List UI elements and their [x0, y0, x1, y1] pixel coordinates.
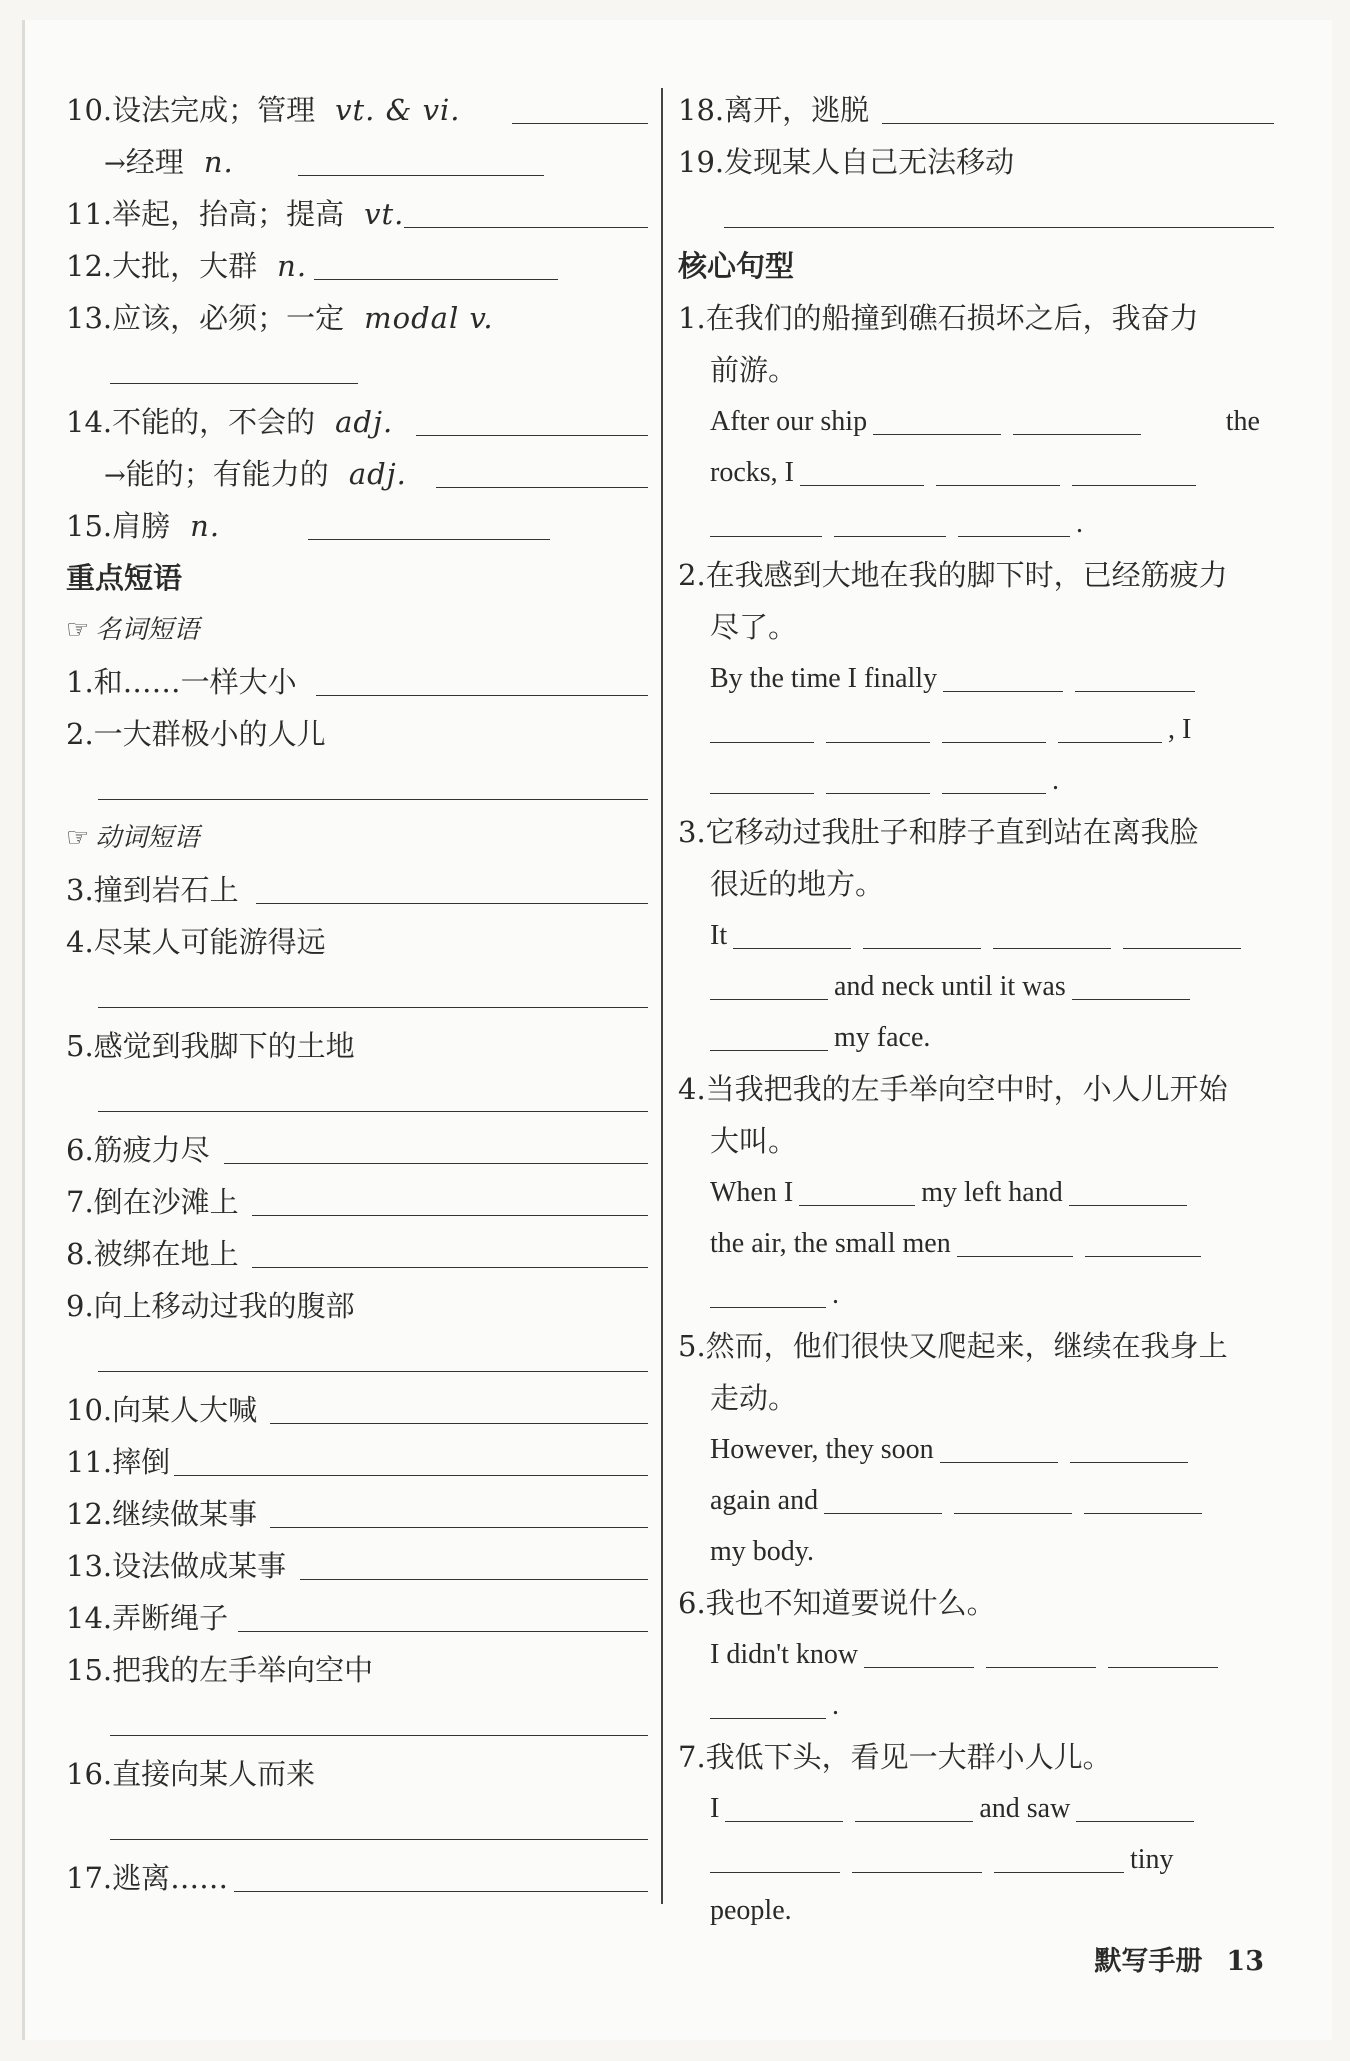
answer-blank[interactable] — [710, 1020, 828, 1051]
phrase-item: 15.把我的左手举向空中 — [66, 1653, 374, 1687]
answer-blank[interactable] — [958, 506, 1070, 537]
answer-blank[interactable] — [710, 506, 822, 537]
vocab-derived: →经理 n. — [66, 136, 648, 188]
sentence-answer: By the time I finally — [678, 653, 1260, 704]
answer-line — [66, 1332, 648, 1384]
answer-blank[interactable] — [957, 1226, 1073, 1257]
answer-blank[interactable] — [942, 763, 1046, 794]
vocab-item: 14.不能的，不会的 adj. — [66, 396, 648, 448]
right-column — [678, 84, 1260, 1936]
answer-blank[interactable] — [986, 1637, 1096, 1668]
answer-blank[interactable] — [224, 1163, 648, 1164]
section-title: 核心句型 — [678, 249, 795, 283]
sentence-item: 7.我低下头，看见一大群小人儿。 — [678, 1740, 1112, 1774]
sentence-item: 6.我也不知道要说什么。 — [678, 1586, 996, 1620]
column-divider — [661, 88, 663, 1904]
answer-blank[interactable] — [863, 918, 981, 949]
phrase-item: 13.设法做成某事 — [66, 1540, 648, 1592]
answer-blank[interactable] — [710, 1277, 826, 1308]
answer-blank[interactable] — [1075, 661, 1195, 692]
phrase-item: 8.被绑在地上 — [66, 1228, 648, 1280]
answer-line — [678, 188, 1260, 240]
answer-blank[interactable] — [404, 227, 648, 228]
answer-blank[interactable] — [1058, 712, 1162, 743]
vocab-item: 12.大批，大群 n. — [66, 240, 648, 292]
vocab-item: 11.举起，抬高；提高 vt. — [66, 188, 648, 240]
answer-blank[interactable] — [234, 1891, 648, 1892]
sentence-item-cont: 尽了。 — [710, 610, 798, 644]
answer-blank[interactable] — [512, 123, 648, 124]
answer-blank[interactable] — [174, 1475, 648, 1476]
sentence-answer: and neck until it was — [678, 961, 1260, 1012]
answer-line — [66, 1696, 648, 1748]
answer-blank[interactable] — [1069, 1175, 1187, 1206]
sentence-item: 2.在我感到大地在我的脚下时，已经筋疲力 — [678, 558, 1228, 592]
answer-blank[interactable] — [826, 712, 930, 743]
vocab-item: 13.应该，必须；一定 modal v. — [66, 301, 494, 335]
pointing-hand-icon: ☞ — [66, 615, 90, 645]
answer-blank[interactable] — [1072, 455, 1196, 486]
answer-blank[interactable] — [110, 1735, 648, 1736]
sentence-answer: I and saw — [678, 1783, 1260, 1834]
answer-blank[interactable] — [725, 1791, 843, 1822]
phrase-item: 3.撞到岩石上 — [66, 864, 648, 916]
sentence-answer: , I — [678, 704, 1260, 755]
answer-blank[interactable] — [994, 1842, 1124, 1873]
sentence-answer: However, they soon — [678, 1424, 1260, 1475]
sentence-answer: After our ship the — [710, 406, 1260, 437]
footer-title: 默写手册 — [1094, 1946, 1203, 1977]
arrow-icon: → — [104, 461, 126, 491]
answer-blank[interactable] — [710, 969, 828, 1000]
sentence-answer: my body. — [710, 1536, 814, 1567]
answer-blank[interactable] — [1070, 1432, 1188, 1463]
answer-blank[interactable] — [710, 1842, 840, 1873]
answer-blank[interactable] — [1085, 1226, 1201, 1257]
answer-blank[interactable] — [308, 539, 550, 540]
phrase-item: 9.向上移动过我的腹部 — [66, 1289, 355, 1323]
sentence-item: 1.在我们的船撞到礁石损坏之后，我奋力 — [678, 301, 1199, 335]
phrase-item: 4.尽某人可能游得远 — [66, 925, 326, 959]
sentence-answer: the air, the small men — [678, 1218, 1260, 1269]
left-column — [66, 84, 648, 1904]
sentence-item-cont: 很近的地方。 — [710, 867, 885, 901]
answer-blank[interactable] — [238, 1631, 648, 1632]
page-footer — [1094, 1939, 1264, 1978]
answer-blank[interactable] — [98, 799, 648, 800]
answer-blank[interactable] — [1072, 969, 1190, 1000]
answer-blank[interactable] — [252, 1267, 648, 1268]
answer-blank[interactable] — [1013, 404, 1141, 435]
answer-blank[interactable] — [98, 1371, 648, 1372]
answer-blank[interactable] — [270, 1423, 648, 1424]
phrase-item: 16.直接向某人而来 — [66, 1757, 316, 1791]
phrase-item: 2.一大群极小的人儿 — [66, 717, 326, 751]
answer-line — [66, 1072, 648, 1124]
sentence-item: 3.它移动过我肚子和脖子直到站在离我脸 — [678, 815, 1199, 849]
answer-blank[interactable] — [298, 175, 544, 176]
sentence-answer: It — [678, 910, 1260, 961]
answer-line — [66, 760, 648, 812]
answer-blank[interactable] — [733, 918, 851, 949]
sentence-answer: my face. — [678, 1012, 1260, 1063]
phrase-item: 7.倒在沙滩上 — [66, 1176, 648, 1228]
phrase-item: 12.继续做某事 — [66, 1488, 648, 1540]
answer-blank[interactable] — [710, 1688, 826, 1719]
answer-blank[interactable] — [942, 712, 1046, 743]
pointing-hand-icon: ☞ — [66, 823, 90, 853]
answer-blank[interactable] — [855, 1791, 973, 1822]
answer-blank[interactable] — [1084, 1483, 1202, 1514]
answer-blank[interactable] — [416, 435, 648, 436]
vocab-item: 10.设法完成；管理 vt. & vi. — [66, 84, 648, 136]
page-edge — [22, 20, 25, 2040]
answer-blank[interactable] — [724, 227, 1274, 228]
answer-blank[interactable] — [852, 1842, 982, 1873]
answer-blank[interactable] — [800, 455, 924, 486]
answer-blank[interactable] — [98, 1007, 648, 1008]
subsection-title: ☞ 动词短语 — [66, 823, 200, 853]
sentence-item-cont: 前游。 — [710, 353, 798, 387]
answer-blank[interactable] — [98, 1111, 648, 1112]
sentence-item-cont: 走动。 — [710, 1381, 798, 1415]
subsection-title: ☞ 名词短语 — [66, 615, 200, 645]
phrase-item: 5.感觉到我脚下的土地 — [66, 1029, 355, 1063]
answer-blank[interactable] — [824, 1483, 942, 1514]
answer-blank[interactable] — [993, 918, 1111, 949]
sentence-answer: . — [678, 1680, 1260, 1731]
phrase-item: 6.筋疲力尽 — [66, 1124, 648, 1176]
answer-blank[interactable] — [943, 661, 1063, 692]
answer-blank[interactable] — [954, 1483, 1072, 1514]
answer-blank[interactable] — [1108, 1637, 1218, 1668]
phrase-item: 18.离开，逃脱 — [678, 84, 1260, 136]
answer-blank[interactable] — [316, 695, 648, 696]
answer-line — [66, 1800, 648, 1852]
sentence-item: 4.当我把我的左手举向空中时，小人儿开始 — [678, 1072, 1228, 1106]
answer-blank[interactable] — [1123, 918, 1241, 949]
phrase-item: 11.摔倒 — [66, 1436, 648, 1488]
phrase-item: 1.和……一样大小 — [66, 656, 648, 708]
vocab-item: 15.肩膀 n. — [66, 500, 648, 552]
answer-blank[interactable] — [314, 279, 558, 280]
section-title: 重点短语 — [66, 561, 183, 595]
sentence-item-cont: 大叫。 — [710, 1124, 798, 1158]
sentence-answer: I didn't know — [678, 1629, 1260, 1680]
phrase-item: 17.逃离…… — [66, 1852, 648, 1904]
sentence-answer: . — [678, 755, 1260, 806]
answer-blank[interactable] — [799, 1175, 915, 1206]
answer-blank[interactable] — [940, 1432, 1058, 1463]
sentence-item: 5.然而，他们很快又爬起来，继续在我身上 — [678, 1329, 1228, 1363]
answer-blank[interactable] — [256, 903, 648, 904]
answer-blank[interactable] — [882, 123, 1274, 124]
sentence-answer: rocks, I — [678, 447, 1260, 498]
answer-blank[interactable] — [834, 506, 946, 537]
sentence-answer: tiny — [678, 1834, 1260, 1885]
answer-blank[interactable] — [1076, 1791, 1194, 1822]
answer-line — [66, 344, 648, 396]
answer-blank[interactable] — [110, 383, 358, 384]
sentence-answer: people. — [710, 1895, 792, 1926]
sentence-answer: . — [678, 498, 1260, 549]
answer-blank[interactable] — [873, 404, 1001, 435]
sentence-answer: again and — [678, 1475, 1260, 1526]
answer-blank[interactable] — [826, 763, 930, 794]
answer-blank[interactable] — [436, 487, 648, 488]
phrase-item: 10.向某人大喊 — [66, 1384, 648, 1436]
phrase-item: 14.弄断绳子 — [66, 1592, 648, 1644]
answer-blank[interactable] — [252, 1215, 648, 1216]
answer-line — [66, 968, 648, 1020]
page-number: 13 — [1226, 1946, 1264, 1977]
answer-blank[interactable] — [270, 1527, 648, 1528]
phrase-item: 19.发现某人自己无法移动 — [678, 145, 1015, 179]
answer-blank[interactable] — [864, 1637, 974, 1668]
answer-blank[interactable] — [110, 1839, 648, 1840]
answer-blank[interactable] — [710, 763, 814, 794]
vocab-derived: →能的；有能力的 adj. — [66, 448, 648, 500]
answer-blank[interactable] — [300, 1579, 648, 1580]
answer-blank[interactable] — [710, 712, 814, 743]
answer-blank[interactable] — [936, 455, 1060, 486]
sentence-answer: When I my left hand — [678, 1167, 1260, 1218]
arrow-icon: → — [104, 149, 126, 179]
sentence-answer: . — [678, 1269, 1260, 1320]
